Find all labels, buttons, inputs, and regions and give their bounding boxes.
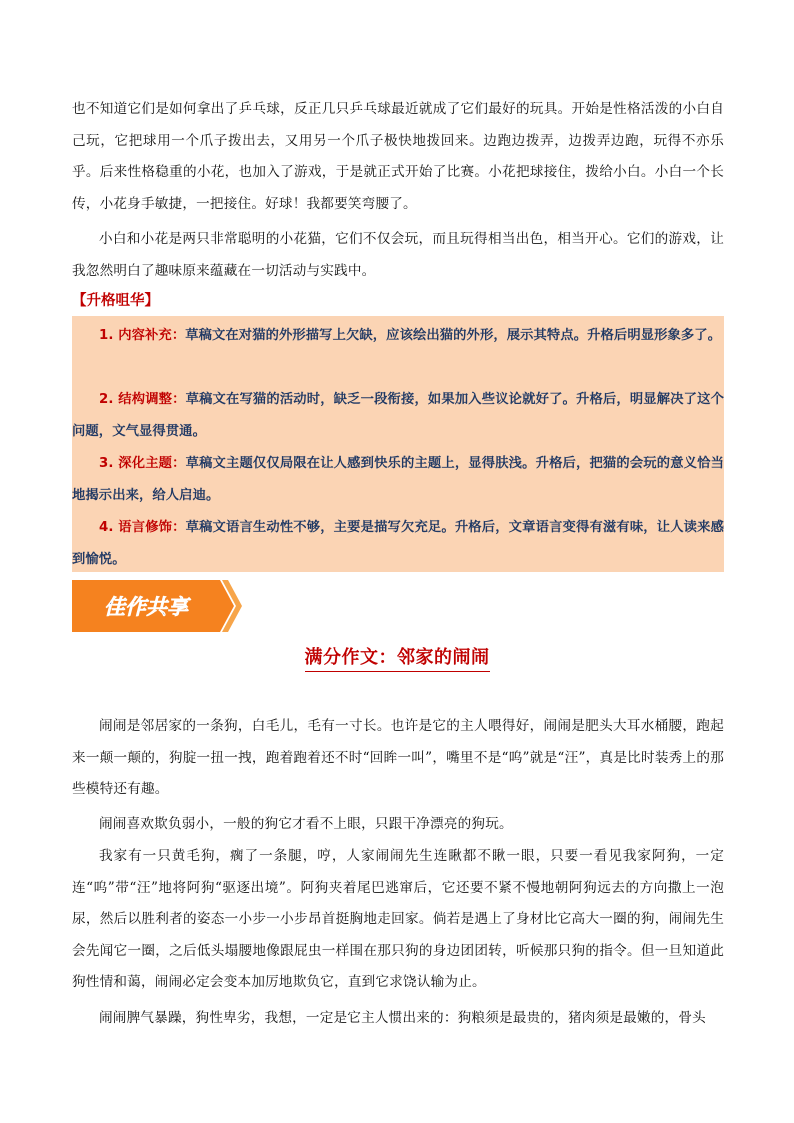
section-banner	[72, 578, 242, 634]
upgrade-item-3-text: 草稿文主题仅仅局限在让人感到快乐的主题上，显得肤浅。升格后，把猫的会玩的意义恰当地揭示出来，给人启迪。	[72, 456, 725, 503]
upgrade-item-4-text: 草稿文语言生动性不够，主要是描写欠充足。升格后，文章语言变得有滋有味，让人读来感到愉悦。	[72, 520, 725, 567]
upgrade-notes-box	[72, 316, 724, 572]
banner-text: 佳作共享	[104, 595, 188, 619]
upgrade-item-3	[72, 448, 724, 512]
essay-paragraph-2: 闹闹喜欢欺负弱小，一般的狗它才看不上眼，只跟干净漂亮的狗玩。	[99, 816, 513, 832]
upgrade-item-2-lead: 2. 结构调整：	[99, 392, 186, 407]
upgrade-section-label: 【升格咀华】	[72, 293, 159, 309]
body-paragraph-2: 小白和小花是两只非常聪明的小花猫，它们不仅会玩，而且玩得相当出色，相当开心。它们的游戏，让我忽然明白了趣味原来蕴藏在一切活动与实践中。	[72, 231, 724, 279]
essay-paragraph-3: 我家有一只黄毛狗，瘸了一条腿，哼，人家闹闹先生连瞅都不瞅一眼，只要一看见我家阿狗，一定连“呜”带“汪”地将阿狗“驱逐出境”。阿狗夹着尾巴逃窜后，它还要不紧不慢地朝阿狗远去的方向撒上一泡尿，然后以胜利者的姿态一小步一小步昂首挺胸地走回家。倘若是遇上了身材比它高大一圈的狗，闹闹先生会先闻它一圈，之后低头塌腰地像跟屁虫一样围在那只狗的身边团团转，听候那只狗的指令。但一旦知道此狗性情和蔼，闹闹必定会变本加厉地欺负它，直到它求饶认输为止。	[72, 848, 724, 990]
upgrade-item-4-lead: 4. 语言修饰：	[99, 520, 186, 535]
upgrade-item-1	[72, 320, 724, 352]
upgrade-item-2-text: 草稿文在写猫的活动时，缺乏一段衔接，如果加入些议论就好了。升格后，明显解决了这个问题，文气显得贯通。	[72, 392, 725, 439]
upgrade-item-3-lead: 3. 深化主题：	[99, 456, 186, 471]
upgrade-item-2	[72, 384, 724, 448]
upgrade-item-1-lead: 1. 内容补充：	[99, 328, 186, 343]
upgrade-item-4	[72, 512, 724, 576]
essay-paragraph-1: 闹闹是邻居家的一条狗，白毛儿，毛有一寸长。也许是它的主人喂得好，闹闹是肥头大耳水桶腰，跑起来一颠一颠的，狗腚一扭一拽，跑着跑着还不时“回眸一叫”，嘴里不是“呜”就是“汪”，真是比时装秀上的那些模特还有趣。	[72, 718, 724, 797]
essay-paragraph-4: 闹闹脾气暴躁，狗性卑劣，我想，一定是它主人惯出来的：狗粮须是最贵的，猪肉须是最嫩的，骨头	[99, 1010, 706, 1026]
body-paragraph-1: 也不知道它们是如何拿出了乒乓球，反正几只乒乓球最近就成了它们最好的玩具。开始是性格活泼的小白自己玩，它把球用一个爪子拨出去，又用另一个爪子极快地拨回来。边跑边拨弄，边拨弄边跑，玩得不亦乐乎。后来性格稳重的小花，也加入了游戏，于是就正式开始了比赛。小花把球接住，拨给小白。小白一个长传，小花身手敏捷，一把接住。好球！我都要笑弯腰了。	[72, 101, 724, 212]
essay-title: 满分作文：邻家的闹闹	[305, 645, 490, 672]
essay-title-wrap	[0, 645, 794, 672]
upgrade-item-1-text: 草稿文在对猫的外形描写上欠缺，应该绘出猫的外形，展示其特点。升格后明显形象多了。	[185, 328, 722, 343]
